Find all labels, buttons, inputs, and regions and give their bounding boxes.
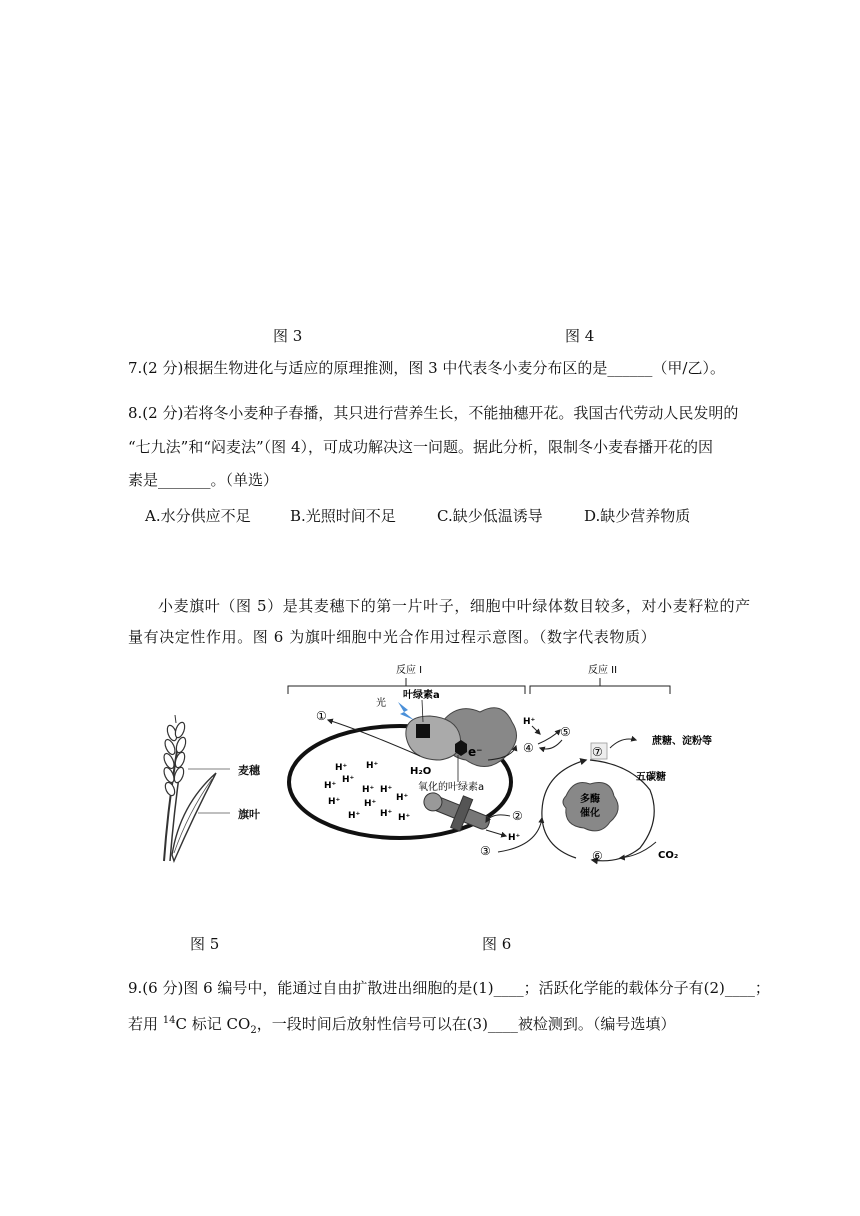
number-5: ⑤ bbox=[560, 725, 571, 739]
option-b: B.光照时间不足 bbox=[290, 507, 396, 525]
option-c: C.缺少低温诱导 bbox=[437, 507, 543, 525]
chlorophyll-a-square bbox=[416, 724, 430, 738]
reaction-1-label: 反应 I bbox=[396, 665, 423, 676]
proton: H⁺ bbox=[342, 775, 355, 785]
proton: H⁺ bbox=[364, 799, 377, 809]
proton: H⁺ bbox=[398, 813, 411, 823]
number-6: ⑥ bbox=[592, 849, 603, 863]
five-carbon-sugar-label: 五碳糖 bbox=[636, 772, 666, 783]
figure-5-wheat-illustration bbox=[150, 715, 280, 865]
reaction-2-bracket bbox=[530, 686, 670, 694]
option-d: D.缺少营养物质 bbox=[584, 507, 691, 525]
number-7: ⑦ bbox=[592, 745, 603, 759]
label-spike: 麦穗 bbox=[238, 764, 260, 777]
number-4: ④ bbox=[523, 741, 534, 755]
question-8-line-1: 8.(2 分)若将冬小麦种子春播，其只进行营养生长，不能抽穗开花。我国古代劳动人民发明的 bbox=[128, 404, 739, 422]
enzyme-complex bbox=[563, 783, 618, 831]
question-8-line-3: 素是_______。（单选） bbox=[128, 471, 279, 489]
question-7: 7.(2 分)根据生物进化与适应的原理推测，图 3 中代表冬小麦分布区的是______（甲/乙）。 bbox=[128, 359, 725, 377]
enzyme-label-2: 催化 bbox=[580, 808, 600, 819]
proton: H⁺ bbox=[523, 717, 536, 727]
light-label: 光 bbox=[376, 698, 386, 709]
proton: H⁺ bbox=[328, 797, 341, 807]
proton: H⁺ bbox=[380, 785, 393, 795]
enzyme-label-1: 多酶 bbox=[580, 794, 600, 805]
proton: H⁺ bbox=[380, 809, 393, 819]
figure-5-caption: 图 5 bbox=[190, 935, 220, 953]
question-9-line-2: 若用 $^{14}$C 标记 $CO_2$，一段时间后放射性信号可以在(3)____被检测到。（编号选填） bbox=[128, 1015, 676, 1036]
proton: H⁺ bbox=[508, 833, 521, 843]
proton: H⁺ bbox=[362, 785, 375, 795]
proton: H⁺ bbox=[396, 793, 409, 803]
figure-6-caption: 图 6 bbox=[482, 935, 512, 953]
number-3: ③ bbox=[480, 844, 491, 858]
question-9-line-1: 9.(6 分)图 6 编号中，能通过自由扩散进出细胞的是(1)____；活跃化学能的载体分子有(2)____； bbox=[128, 979, 770, 997]
label-flag-leaf: 旗叶 bbox=[238, 808, 260, 821]
reaction-2-label: 反应 II bbox=[588, 665, 618, 676]
oxidized-chlorophyll-label: 氧化的叶绿素a bbox=[418, 782, 485, 793]
intro-line-1: 小麦旗叶（图 5）是其麦穗下的第一片叶子，细胞中叶绿体数目较多，对小麦籽粒的产 bbox=[158, 597, 751, 615]
electron-label: e⁻ bbox=[468, 745, 483, 759]
number-1: ① bbox=[316, 709, 327, 723]
proton: H⁺ bbox=[348, 811, 361, 821]
chlorophyll-a-label: 叶绿素a bbox=[403, 690, 440, 701]
figure-3-caption: 图 3 bbox=[273, 327, 303, 345]
number-2: ② bbox=[512, 809, 523, 823]
light-bolt-icon bbox=[398, 702, 414, 720]
option-a: A.水分供应不足 bbox=[145, 507, 251, 525]
water-label: H₂O bbox=[410, 766, 432, 777]
figure-4-caption: 图 4 bbox=[565, 327, 595, 345]
proton: H⁺ bbox=[335, 763, 348, 773]
co2-label: CO₂ bbox=[658, 850, 679, 861]
intro-line-2: 量有决定性作用。图 6 为旗叶细胞中光合作用过程示意图。（数字代表物质） bbox=[128, 628, 657, 646]
proton: H⁺ bbox=[366, 761, 379, 771]
sugar-starch-label: 蔗糖、淀粉等 bbox=[652, 736, 712, 747]
proton: H⁺ bbox=[324, 781, 337, 791]
question-8-line-2: “七九法”和“闷麦法”（图 4），可成功解决这一问题。据此分析，限制冬小麦春播开花的因 bbox=[128, 438, 713, 456]
figure-6-photosynthesis-diagram bbox=[280, 660, 730, 875]
